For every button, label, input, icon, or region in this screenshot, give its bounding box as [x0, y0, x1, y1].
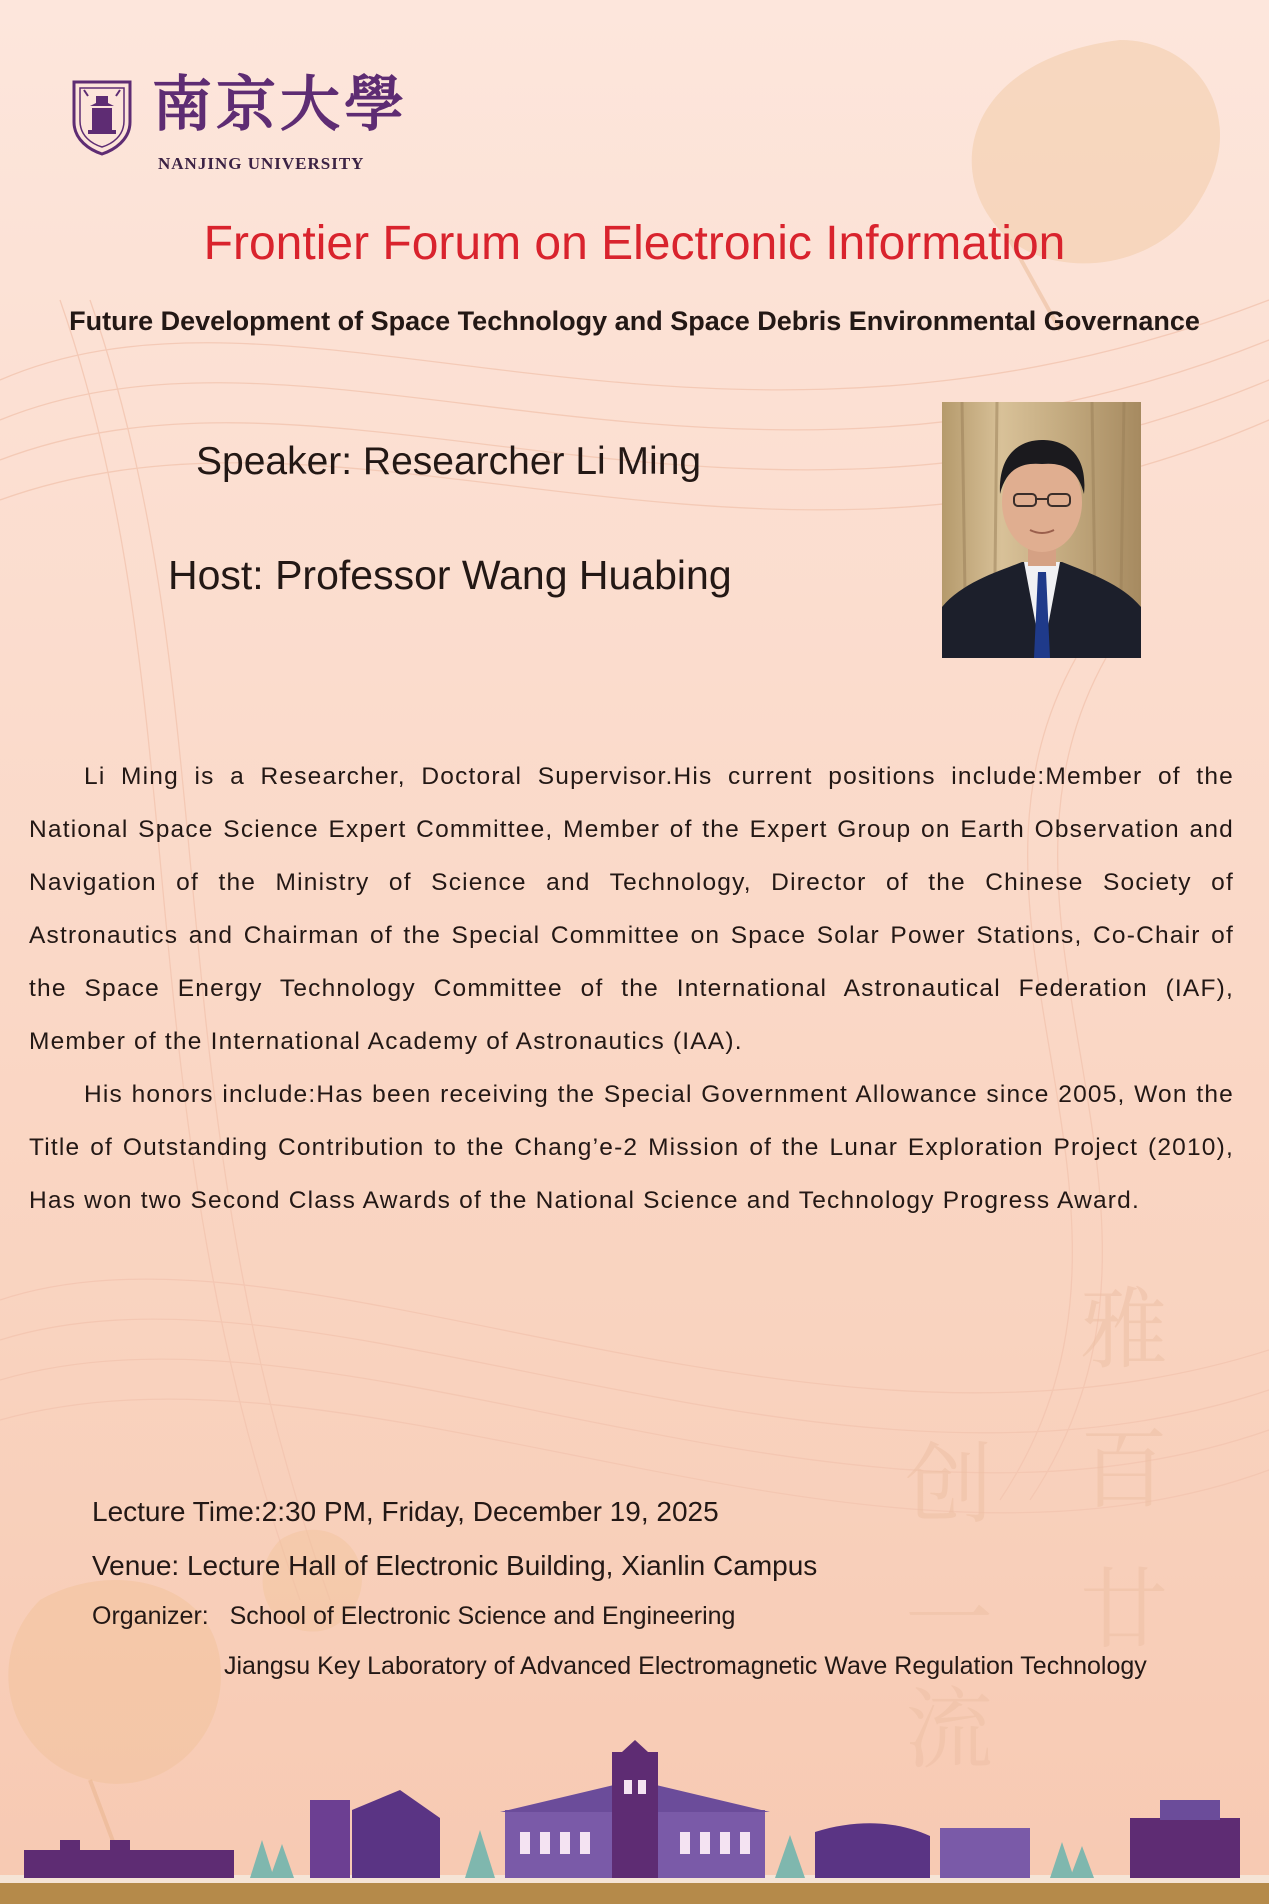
university-seal-icon	[70, 76, 134, 156]
logo-english-text: NANJING UNIVERSITY	[158, 154, 365, 173]
university-logo	[70, 66, 410, 176]
svg-text:一: 一	[905, 1568, 994, 1671]
svg-text:百: 百	[1080, 1418, 1169, 1521]
organizer-school: School of Electronic Science and Engineering	[229, 1602, 736, 1630]
campus-skyline-illustration	[0, 1740, 1269, 1904]
lecture-subtitle: Future Development of Space Technology and Space Debris Environmental Governance	[69, 306, 1200, 336]
forum-title: Frontier Forum on Electronic Information	[203, 217, 1066, 270]
organizer-label: Organizer:	[92, 1602, 209, 1630]
speaker-portrait	[942, 402, 1141, 658]
logo-chinese-text: 南京大學	[152, 70, 408, 140]
svg-text:流: 流	[905, 1678, 994, 1781]
host-line: Host: Professor Wang Huabing	[168, 552, 732, 598]
bio-positions-paragraph: Li Ming is a Researcher, Doctoral Supervisor.His current positions include:Member of the National Space Science Expert Committee, Member of the Expert Group on Earth Observation and Navigation of the Ministry of Science and Technology, Director of the Chinese Society of Astronautics and Chairman of the Special Committee on Space Solar Power Stations, Co-Chair of the Space Energy Technology Committee of the International Astronautical Federation (IAF), Member of the International Academy of Astronautics (IAA).	[29, 763, 1234, 1055]
speaker-line: Speaker: Researcher Li Ming	[196, 440, 702, 483]
lecture-venue: Venue: Lecture Hall of Electronic Building, Xianlin Campus	[92, 1550, 818, 1581]
organizer-line	[92, 1602, 735, 1631]
svg-text:创: 创	[905, 1433, 994, 1536]
svg-text:廿: 廿	[1080, 1558, 1169, 1661]
speaker-biography	[29, 750, 1234, 1227]
organizer-laboratory: Jiangsu Key Laboratory of Advanced Electromagnetic Wave Regulation Technology	[224, 1652, 1147, 1680]
svg-text:雅: 雅	[1080, 1278, 1169, 1381]
lecture-time: Lecture Time:2:30 PM, Friday, December 19, 2025	[92, 1496, 719, 1527]
bio-honors-paragraph: His honors include:Has been receiving the Special Government Allowance since 2005, Won the Title of Outstanding Contribution to the Chang’e-2 Mission of the Lunar Exploration Project (2010), Has won two Second Class Awards of the National Science and Technology Progress Award.	[29, 1081, 1234, 1214]
